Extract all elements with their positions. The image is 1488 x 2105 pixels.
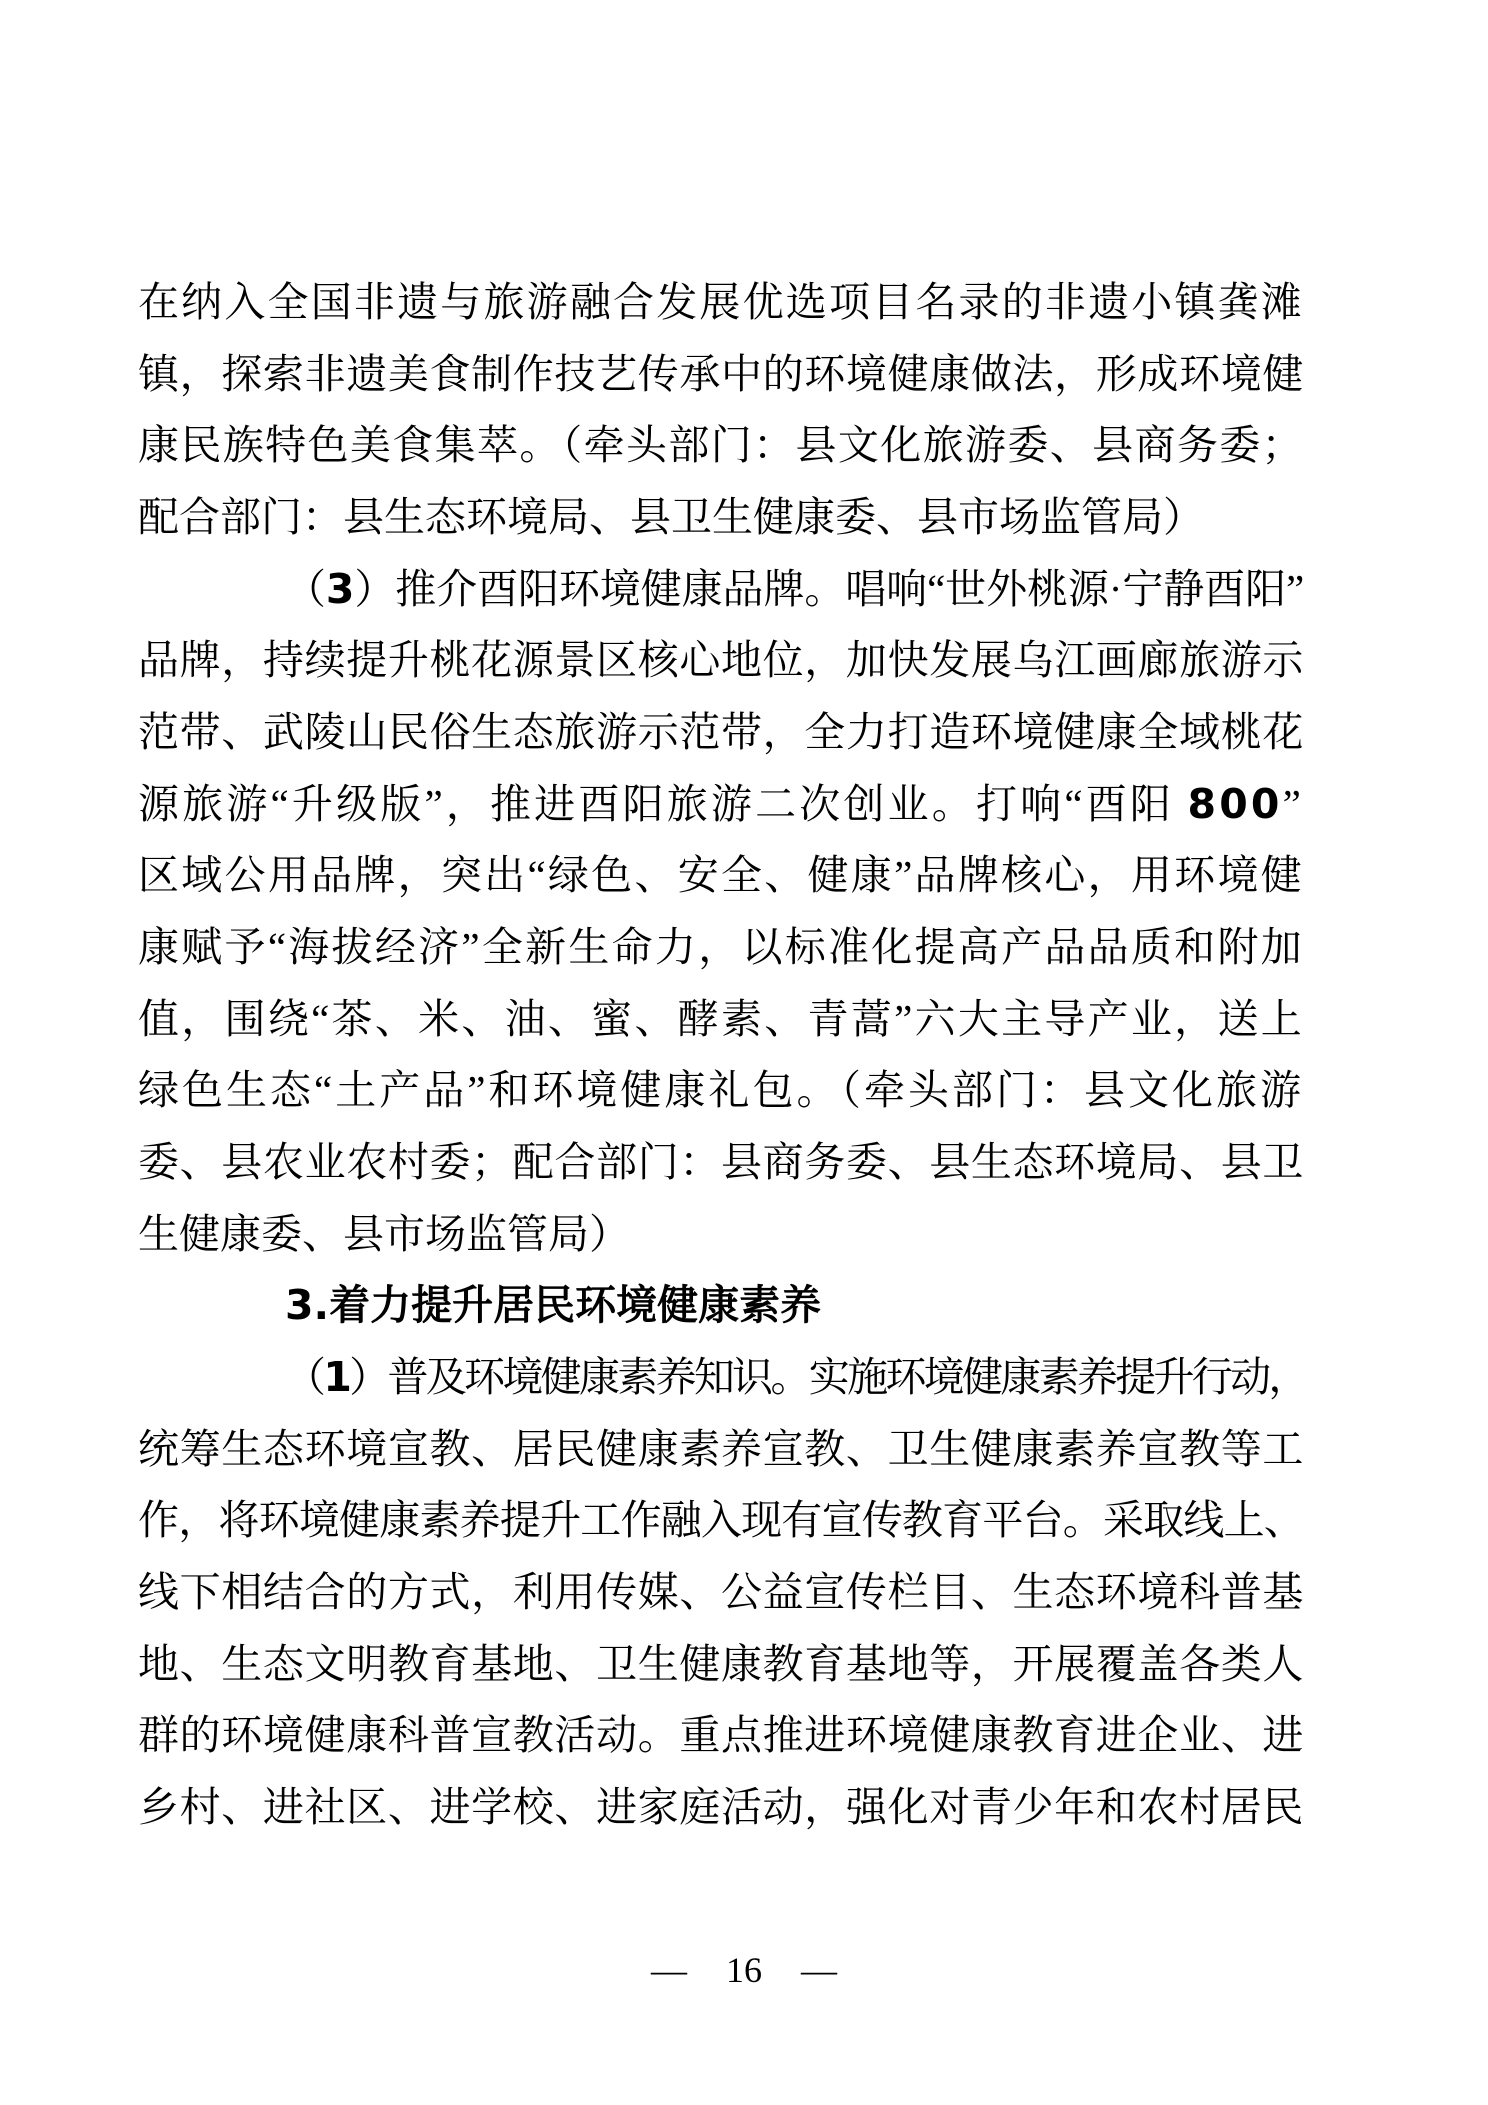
- text-run: （: [285, 1354, 324, 1401]
- text-run: ）普及环境健康素养知识。实施环境健康素养提升行动，: [349, 1354, 1307, 1401]
- text-run: 生健康委、县市场监管局）: [138, 1210, 630, 1257]
- heading-line: [138, 1270, 1304, 1342]
- text-run: （: [285, 565, 326, 612]
- paragraph-indent: [138, 1390, 285, 1391]
- text-line: [138, 840, 1304, 912]
- text-line: [138, 554, 1304, 626]
- page-footer: [0, 1948, 1488, 1992]
- text-line: [138, 1342, 1307, 1414]
- text-run: 线下相结合的方式，利用传媒、公益宣传栏目、生态环境科普基: [138, 1569, 1305, 1616]
- text-run: 作，将环境健康素养提升工作融入现有宣传教育平台。采取线上、: [138, 1497, 1304, 1544]
- text-run: ）推介酉阳环境健康品牌。唱响“世外桃源·宁静酉阳”: [354, 565, 1305, 612]
- paragraph-indent: [138, 1318, 285, 1319]
- text-run: 在纳入全国非遗与旅游融合发展优选项目名录的非遗小镇龚滩: [138, 279, 1304, 325]
- footer-left-dash: —: [651, 1950, 687, 1990]
- text-line: [138, 912, 1304, 984]
- text-run: 绿色生态“土产品”和环境健康礼包。（牵头部门：县文化旅游: [138, 1067, 1304, 1114]
- text-run: 3: [325, 564, 355, 613]
- page-number: 16: [726, 1950, 762, 1990]
- text-run: 1: [323, 1353, 350, 1402]
- text-line: [138, 1557, 1304, 1629]
- text-run: 统筹生态环境宣教、居民健康素养宣教、卫生健康素养宣教等工: [138, 1425, 1305, 1472]
- text-line: [138, 1485, 1304, 1557]
- text-line: [138, 1700, 1304, 1772]
- text-line: [138, 410, 1304, 482]
- text-line: [138, 1772, 1304, 1844]
- text-line: [138, 1629, 1304, 1701]
- text-run: 800: [1187, 779, 1283, 828]
- text-run: 乡村、进社区、进学校、进家庭活动，强化对青少年和农村居民: [138, 1784, 1305, 1831]
- text-run: ”: [1282, 780, 1305, 827]
- paragraph-indent: [138, 602, 285, 603]
- text-run: 源旅游“升级版”，推进酉阳旅游二次创业。打响“酉阳: [138, 780, 1188, 827]
- text-run: 范带、武陵山民俗生态旅游示范带，全力打造环境健康全域桃花: [138, 709, 1305, 756]
- text-run: 值，围绕“茶、米、油、蜜、酵素、青蒿”六大主导产业，送上: [138, 995, 1304, 1042]
- text-run: 群的环境健康科普宣教活动。重点推进环境健康教育进企业、进: [138, 1712, 1305, 1759]
- text-line: [138, 1127, 1304, 1199]
- text-line: [138, 267, 1304, 339]
- text-line: [138, 482, 1304, 554]
- text-line: [138, 1199, 1304, 1271]
- text-line: [138, 697, 1304, 769]
- text-run: 配合部门：县生态环境局、县卫生健康委、县市场监管局）: [138, 494, 1204, 541]
- footer-right-dash: —: [801, 1950, 837, 1990]
- text-run: 区域公用品牌，突出“绿色、安全、健康”品牌核心，用环境健: [138, 852, 1304, 899]
- text-line: [138, 1055, 1304, 1127]
- text-run: 着力提升居民环境健康素养: [329, 1282, 822, 1329]
- text-line: [138, 625, 1304, 697]
- text-run: 康赋予“海拔经济”全新生命力，以标准化提高产品品质和附加: [138, 924, 1304, 971]
- text-run: 委、县农业农村委；配合部门：县商务委、县生态环境局、县卫: [138, 1139, 1305, 1186]
- text-run: 镇，探索非遗美食制作技艺传承中的环境健康做法，形成环境健: [138, 350, 1305, 397]
- text-line: [138, 339, 1304, 411]
- text-line: [138, 984, 1304, 1056]
- text-run: 康民族特色美食集萃。（牵头部门：县文化旅游委、县商务委；: [138, 422, 1304, 469]
- text-run: 地、生态文明教育基地、卫生健康教育基地等，开展覆盖各类人: [138, 1640, 1305, 1687]
- document-body: [138, 267, 1307, 1844]
- text-line: [138, 769, 1304, 841]
- text-line: [138, 1414, 1304, 1486]
- text-run: 3.: [285, 1281, 330, 1330]
- text-run: 品牌，持续提升桃花源景区核心地位，加快发展乌江画廊旅游示: [138, 637, 1305, 684]
